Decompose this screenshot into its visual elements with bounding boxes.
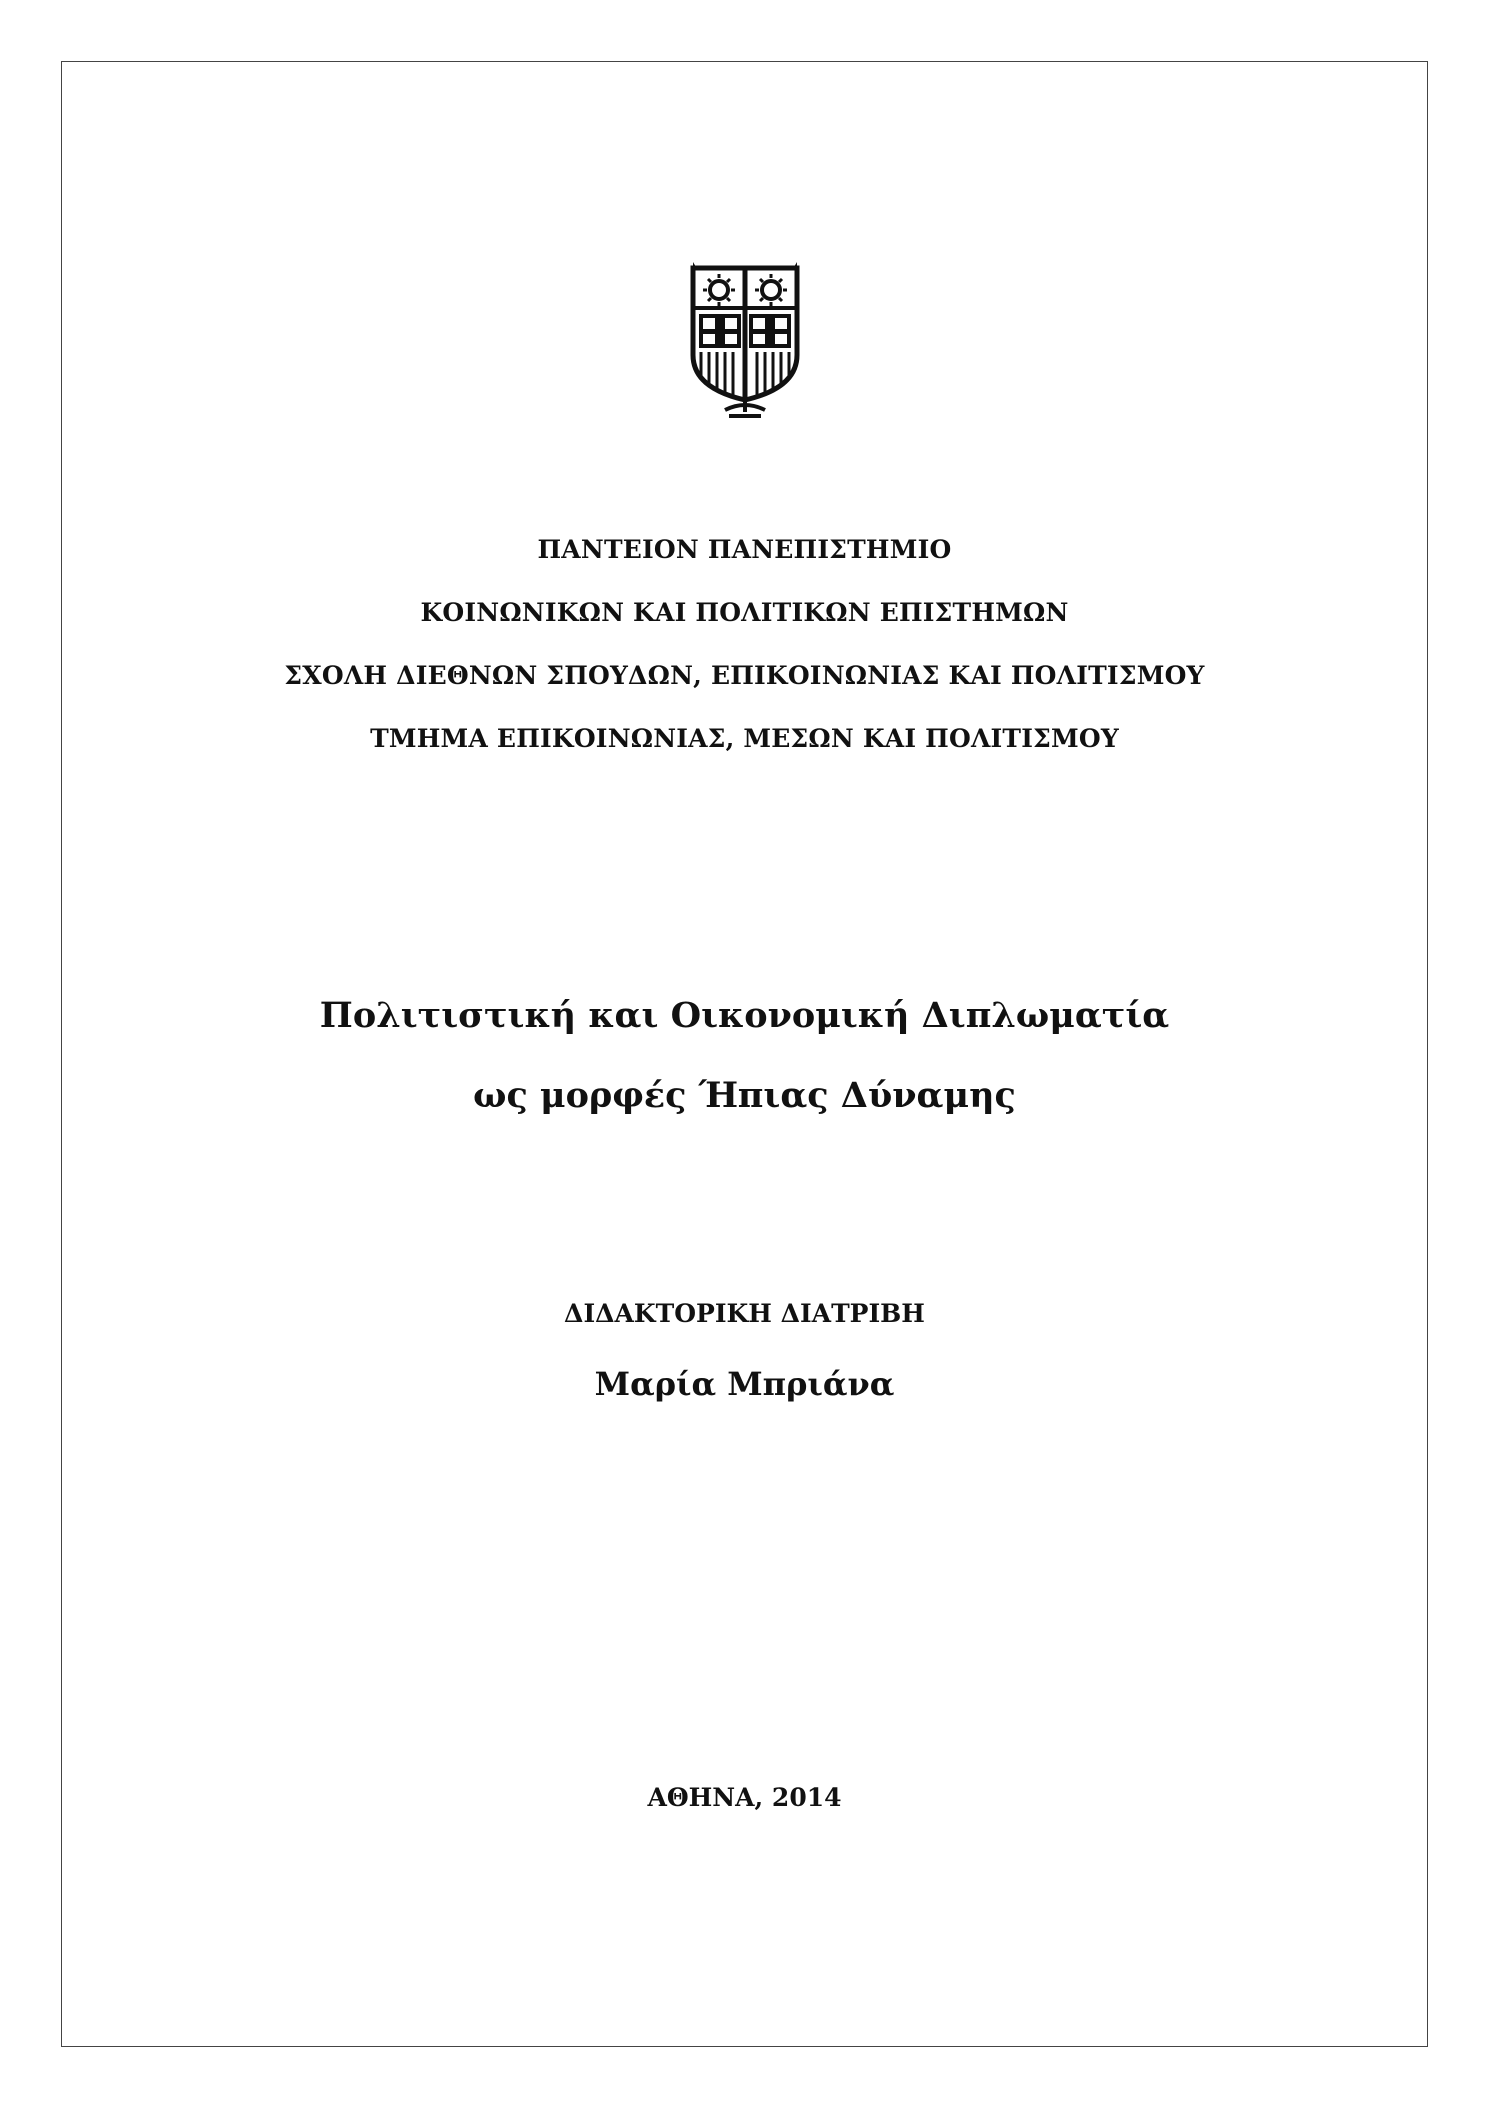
place-date: ΑΘΗΝΑ, 2014 (647, 1783, 842, 1812)
university-crest-icon (685, 260, 805, 425)
thesis-title-line-1: Πολιτιστική και Οικονομική Διπλωματία (319, 995, 1170, 1036)
institution-line-school: ΣΧΟΛΗ ΔΙΕΘΝΩΝ ΣΠΟΥΔΩΝ, ΕΠΙΚΟΙΝΩΝΙΑΣ ΚΑΙ ΠΟΛΙΤΙΣΜΟΥ (284, 661, 1205, 690)
author-name: Μαρία Μπριάνα (594, 1365, 895, 1403)
thesis-title-line-2: ως μορφές Ήπιας Δύναμης (473, 1075, 1016, 1116)
institution-line-university: ΠΑΝΤΕΙΟΝ ΠΑΝΕΠΙΣΤΗΜΙΟ (537, 535, 952, 564)
institution-line-faculty: ΚΟΙΝΩΝΙΚΩΝ ΚΑΙ ΠΟΛΙΤΙΚΩΝ ΕΠΙΣΤΗΜΩΝ (420, 598, 1069, 627)
institution-line-department: ΤΜΗΜΑ ΕΠΙΚΟΙΝΩΝΙΑΣ, ΜΕΣΩΝ ΚΑΙ ΠΟΛΙΤΙΣΜΟΥ (370, 724, 1119, 753)
document-type: ΔΙΔΑΚΤΟΡΙΚΗ ΔΙΑΤΡΙΒΗ (564, 1299, 925, 1328)
